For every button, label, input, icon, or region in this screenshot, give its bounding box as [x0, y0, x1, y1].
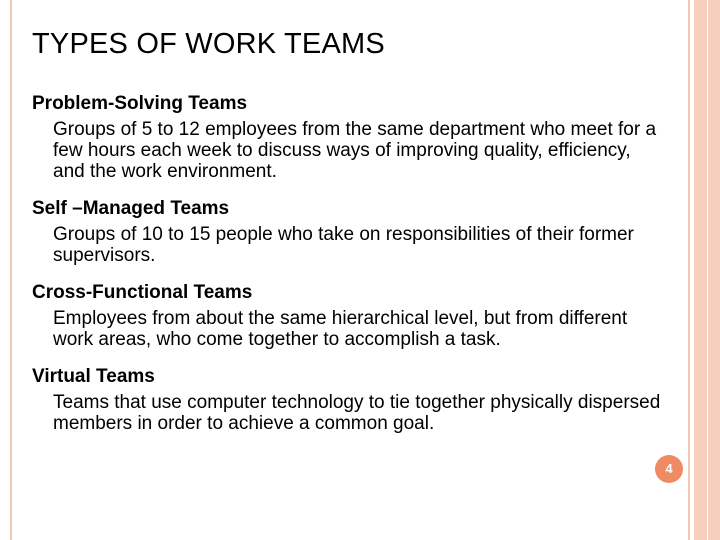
team-description: Groups of 10 to 15 people who take on responsibilities of their former supervisors.: [53, 224, 634, 266]
team-self-managed: [32, 197, 672, 266]
team-heading: Self –Managed Teams: [32, 198, 230, 219]
slide-title: TYPES OF WORK TEAMS: [32, 28, 385, 60]
team-list: [32, 92, 672, 449]
team-heading: Cross-Functional Teams: [32, 282, 253, 303]
page-number-badge: 4: [655, 455, 683, 483]
team-description: Teams that use computer technology to tie together physically dispersed members in order to achieve a common goal.: [53, 392, 661, 434]
team-heading: Virtual Teams: [32, 366, 155, 387]
team-description: Groups of 5 to 12 employees from the same department who meet for a few hours each week to discuss ways of improving quality, efficiency, and the work environment.: [53, 119, 657, 182]
decorative-strip-line: [707, 0, 708, 540]
team-description: Employees from about the same hierarchical level, but from different work areas, who come together to accomplish a task.: [53, 308, 628, 350]
team-problem-solving: [32, 92, 672, 182]
team-virtual: [32, 365, 672, 434]
team-cross-functional: [32, 281, 672, 350]
team-heading: Problem-Solving Teams: [32, 93, 248, 114]
